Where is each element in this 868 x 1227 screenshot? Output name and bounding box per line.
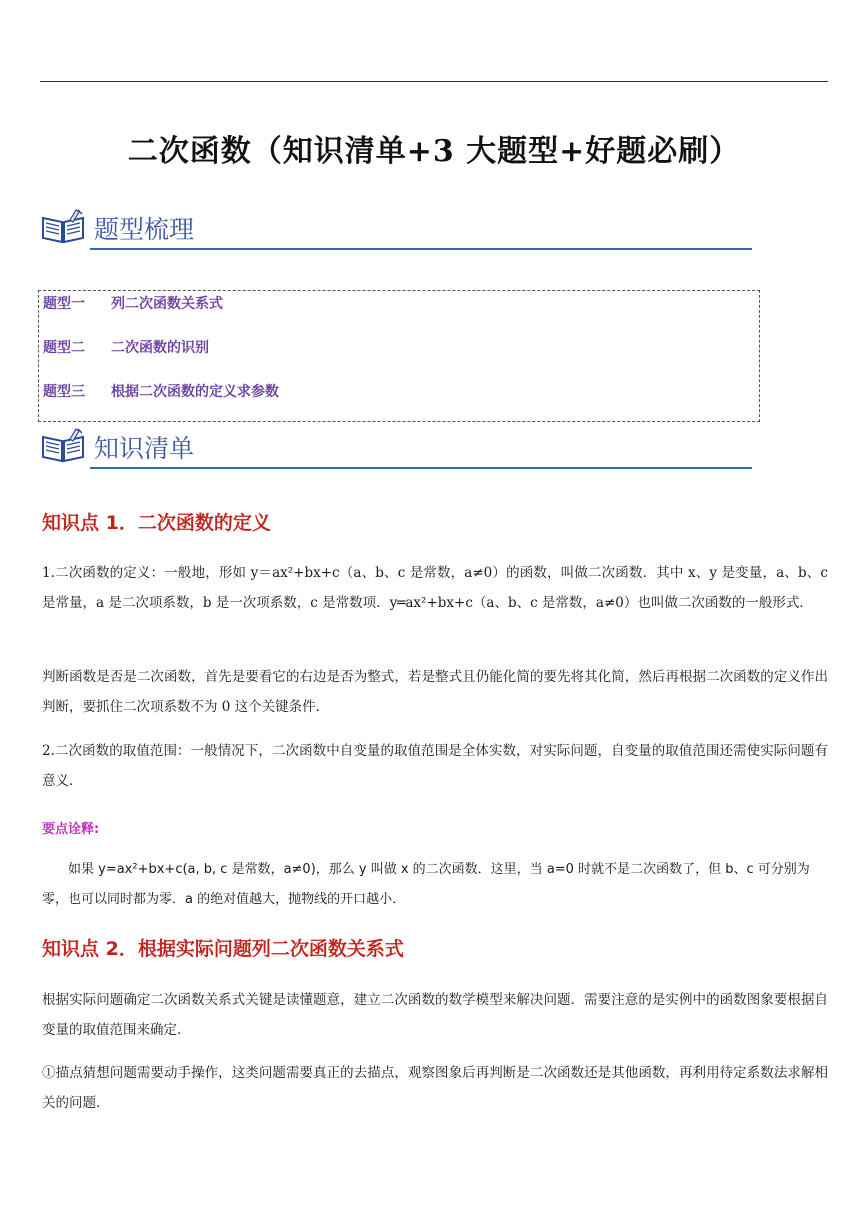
type-item: [43, 381, 279, 401]
paragraph: ①描点猜想问题需要动手操作，这类问题需要真正的去描点，观察图象后再判断是二次函数还是其他函数，再利用待定系数法求解相关的问题．: [42, 1065, 828, 1111]
paragraph: 2.二次函数的取值范围：一般情况下，二次函数中自变量的取值范围是全体实数，对实际问题，自变量的取值范围还需使实际问题有意义．: [42, 743, 828, 789]
section-title: 题型梳理: [94, 215, 195, 244]
document-title: 二次函数（知识清单+3 大题型+好题必刷）: [127, 134, 741, 169]
type-number: 题型三: [43, 384, 85, 400]
book-icon: [40, 427, 86, 463]
type-number: 题型一: [43, 296, 85, 312]
type-number: 题型二: [43, 340, 85, 356]
note-paragraph: 如果 y=ax²+bx+c(a, b, c 是常数，a≠0)，那么 y 叫做 x 的二次函数．这里，当 a=0 时就不是二次函数了，但 b、c 可分别为零，也可以同时都为零．a 的绝对值越大，抛物线的开口越小．: [42, 862, 810, 907]
type-name: 二次函数的识别: [111, 340, 209, 356]
knowledge-point-heading: 知识点 1．二次函数的定义: [42, 512, 271, 534]
section-rule: [90, 467, 752, 469]
paragraph: 根据实际问题确定二次函数关系式关键是读懂题意，建立二次函数的数学模型来解决问题．需要注意的是实例中的函数图象要根据自变量的取值范围来确定．: [42, 992, 828, 1038]
section-header-knowledge: [40, 425, 752, 469]
note-heading: 要点诠释:: [42, 822, 100, 837]
knowledge-point-heading: 知识点 2．根据实际问题列二次函数关系式: [42, 938, 404, 960]
paragraph: 判断函数是否是二次函数，首先是要看它的右边是否为整式，若是整式且仍能化简的要先将其化简，然后再根据二次函数的定义作出判断，要抓住二次项系数不为 0 这个关键条件．: [42, 669, 828, 715]
paragraph: 1.二次函数的定义：一般地，形如 y＝ax²+bx+c（a、b、c 是常数，a≠0）的函数，叫做二次函数．其中 x、y 是变量，a、b、c 是常量，a 是二次项系数，b 是一次项系数，c 是常数项．y═ax²+bx+c（a、b、c 是常数，a≠0）也叫做二次函数的一般形式．: [42, 565, 828, 611]
question-types-box: [38, 290, 760, 422]
book-icon: [40, 208, 86, 244]
type-name: 根据二次函数的定义求参数: [111, 384, 279, 400]
type-item: [43, 293, 223, 313]
header-rule: [40, 81, 828, 82]
type-name: 列二次函数关系式: [111, 296, 223, 312]
type-item: [43, 337, 209, 357]
section-title: 知识清单: [94, 434, 195, 463]
section-header-types: [40, 206, 752, 250]
section-rule: [90, 248, 752, 250]
